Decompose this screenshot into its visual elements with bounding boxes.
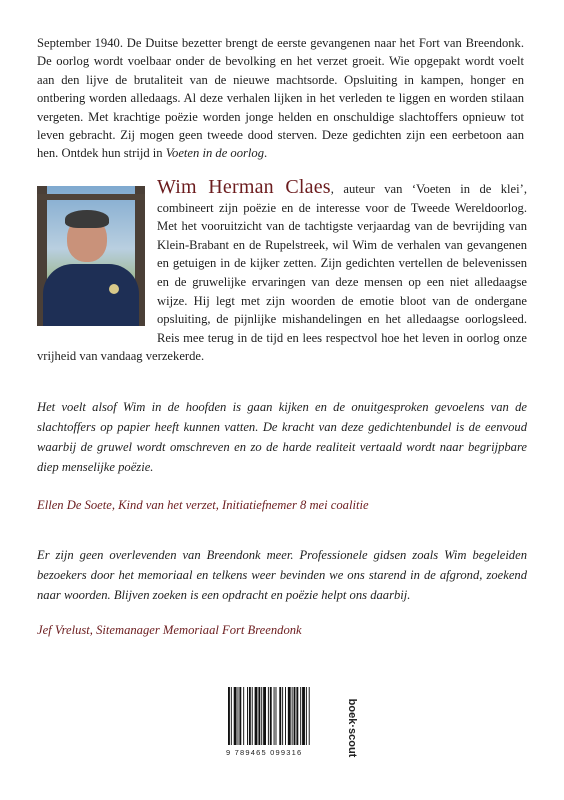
blurb-book-title: Voeten in de oorlog xyxy=(165,146,265,161)
author-photo xyxy=(37,186,145,326)
barcode-bar xyxy=(231,687,232,745)
publisher-name: boek·scout xyxy=(346,698,358,758)
barcode-bar xyxy=(302,687,305,745)
barcode-bar xyxy=(294,687,296,745)
barcode-bar xyxy=(285,687,286,745)
publisher-logo xyxy=(344,696,360,760)
blurb-end: . xyxy=(264,146,268,161)
barcode-bar xyxy=(292,687,293,745)
barcode-bar xyxy=(270,687,272,745)
blurb-paragraph xyxy=(37,34,524,163)
barcode-bar xyxy=(238,687,239,745)
barcode-bar xyxy=(274,687,275,745)
barcode-bar xyxy=(268,687,269,745)
author-bio: , auteur van ‘Voeten in de klei’, combineert zijn poëzie en de interesse voor de Tweede Wereldoorlog. Met het vooruitzicht van de tachtigste verjaardag van de bevrijding van Klein-Brabant en de Rupelstreek, wil Wim de verhalen van gevangenen en getuigen in de kijker zetten. Zijn gedichten vertellen de belevenissen en de gruwelijke ervaringen van deze mensen op een niet alledaagse wijze. Hij legt met zijn woorden de emotie bloot van de ondergane opsluiting, de pijnlijke mishandelingen en het alledaagse oorlogsleed. Reis mee terug in de tijd en lees respectvol hoe het leven in oorlog onze vrijheid van vandaag verzekerde. xyxy=(37,182,527,364)
barcode-digits: 9 789465 099316 xyxy=(226,748,303,757)
barcode-bar xyxy=(296,687,298,745)
barcode-bar xyxy=(258,687,260,745)
barcode-bar xyxy=(252,687,253,745)
barcode-bar xyxy=(282,687,283,745)
barcode-bar xyxy=(249,687,251,745)
barcode-bar xyxy=(306,687,307,745)
barcode-bar xyxy=(261,687,262,745)
review-quote-2: Er zijn geen overlevenden van Breendonk meer. Professionele gidsen zoals Wim begeleiden bezoekers door het memoriaal en telkens weer bevinden we ons starend in de afgrond, zoekend naar woorden. Blijven zoeken is een opdracht en poëzie helpt ons daarbij. xyxy=(37,548,527,602)
barcode-bar xyxy=(300,687,301,745)
review-attribution-2: Jef Vrelust, Sitemanager Memoriaal Fort Breendonk xyxy=(37,623,302,637)
barcode-bar xyxy=(234,687,237,745)
barcode-bar xyxy=(228,687,230,745)
barcode-bar xyxy=(255,687,258,745)
author-name: Wim Herman Claes xyxy=(157,176,331,198)
barcode-bar xyxy=(263,687,266,745)
barcode-bar xyxy=(309,687,310,745)
review-attribution-1: Ellen De Soete, Kind van het verzet, Initiatiefnemer 8 mei coalitie xyxy=(37,498,369,512)
barcode-bar xyxy=(279,687,281,745)
barcode-bar xyxy=(239,687,241,745)
barcode-bars xyxy=(226,687,338,747)
barcode-bar xyxy=(276,687,277,745)
blurb-text: September 1940. De Duitse bezetter brengt de eerste gevangenen naar het Fort van Breendonk. De oorlog wordt voelbaar onder de bevolking en het verzet groeit. Wie opgepakt wordt voelt aan den lijve de brutaliteit van de nieuwe machtsorde. Opsluiting in kampen, honger en ontbering worden alledaags. Al deze verhalen lijken in het verleden te liggen en worden stilaan vergeten. Met krachtige poëzie worden jonge helden en onschuldige slachtoffers opnieuw tot leven gebracht. Zij mogen geen tweede dood sterven. Deze gedichten zijn een eerbetoon aan hen. Ontdek hun strijd in xyxy=(37,36,524,161)
review-quote-1: Het voelt alsof Wim in de hoofden is gaan kijken en de onuitgesproken gevoelens van de slachtoffers op papier heeft kunnen vatten. De kracht van deze gedichtenbundel is de eenvoud waarbij de gruwel wordt omschreven en zo de harde realiteit vertaald wordt naar begrijpbare diep menselijke poëzie. xyxy=(37,400,527,474)
barcode-bar xyxy=(247,687,248,745)
author-section xyxy=(37,178,527,366)
barcode-bar xyxy=(288,687,291,745)
barcode-bar xyxy=(243,687,244,745)
